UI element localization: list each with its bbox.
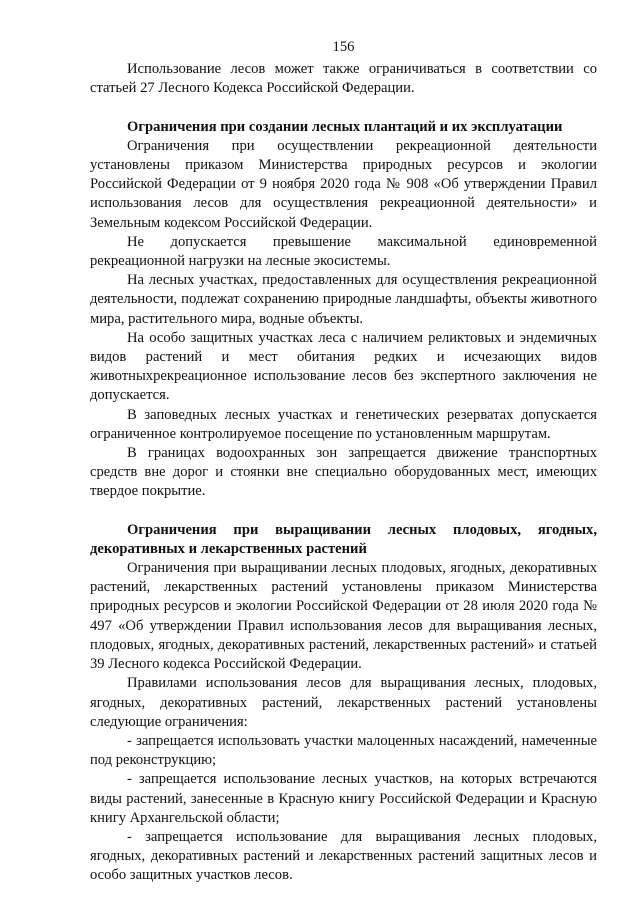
list-item: - запрещается использование лесных участков, на которых встречаются виды растений, занесенные в Красную книгу Российской Федерации и Красную книгу Архангельской области; <box>90 771 597 826</box>
paragraph: Ограничения при выращивании лесных плодовых, ягодных, декоративных растений, лекарственных растений установлены приказом Министерства природных ресурсов и экологии Российской Федерации от 28 июля 2020 года № 497 «Об утверждении Правил использования лесов для выращивания лесных, плодовых, ягодных, декоративных растений, лекарственных растений» и статьей 39 Лесного кодекса Российской Федерации. <box>90 560 597 673</box>
intro-paragraph: Использование лесов может также ограничиваться в соответствии со статьей 27 Лесного Кодекса Российской Федерации. <box>90 61 597 97</box>
paragraph: В заповедных лесных участках и генетических резерватах допускается ограниченное контролируемое посещение по установленным маршрутам. <box>90 406 597 442</box>
paragraph: На особо защитных участках леса с наличием реликтовых и эндемичных видов растений и мест обитания редких и исчезающих видов животныхрекреационное использование лесов без экспертного заключения не допускается. <box>90 329 597 404</box>
list-item: - запрещается использовать участки малоценных насаждений, намеченные под реконструкцию; <box>90 732 597 769</box>
paragraph: Правилами использования лесов для выращивания лесных, плодовых, ягодных, декоративных растений, лекарственных растений установлены следующие ограничения: <box>90 675 597 730</box>
paragraph: Не допускается превышение максимальной единовременной рекреационной нагрузки на лесные экосистемы. <box>90 233 597 270</box>
document-page <box>90 38 597 886</box>
list-item: - запрещается использование для выращивания лесных плодовых, ягодных, декоративных растений и лекарственных растений защитных лесов и особо защитных участков лесов. <box>90 828 597 884</box>
page-number: 156 <box>332 39 355 55</box>
paragraph: На лесных участках, предоставленных для осуществления рекреационной деятельности, подлежат сохранению природные ландшафты, объекты животного мира, растительного мира, водные объекты. <box>90 272 597 327</box>
paragraph: В границах водоохранных зон запрещается движение транспортных средств вне дорог и стоянки вне специально оборудованных мест, имеющих твердое покрытие. <box>90 445 597 500</box>
paragraph: Ограничения при осуществлении рекреационной деятельности установлены приказом Министерства природных ресурсов и экологии Российской Федерации от 9 ноября 2020 года № 908 «Об утверждении Правил использования лесов для осуществления рекреационной деятельности» и Земельным кодексом Российской Федерации. <box>90 137 597 231</box>
section-heading-plantations: Ограничения при создании лесных плантаций и их эксплуатации <box>127 118 563 135</box>
section-heading-cultivation: Ограничения при выращивании лесных плодовых, ягодных, декоративных и лекарственных растений <box>90 521 597 557</box>
